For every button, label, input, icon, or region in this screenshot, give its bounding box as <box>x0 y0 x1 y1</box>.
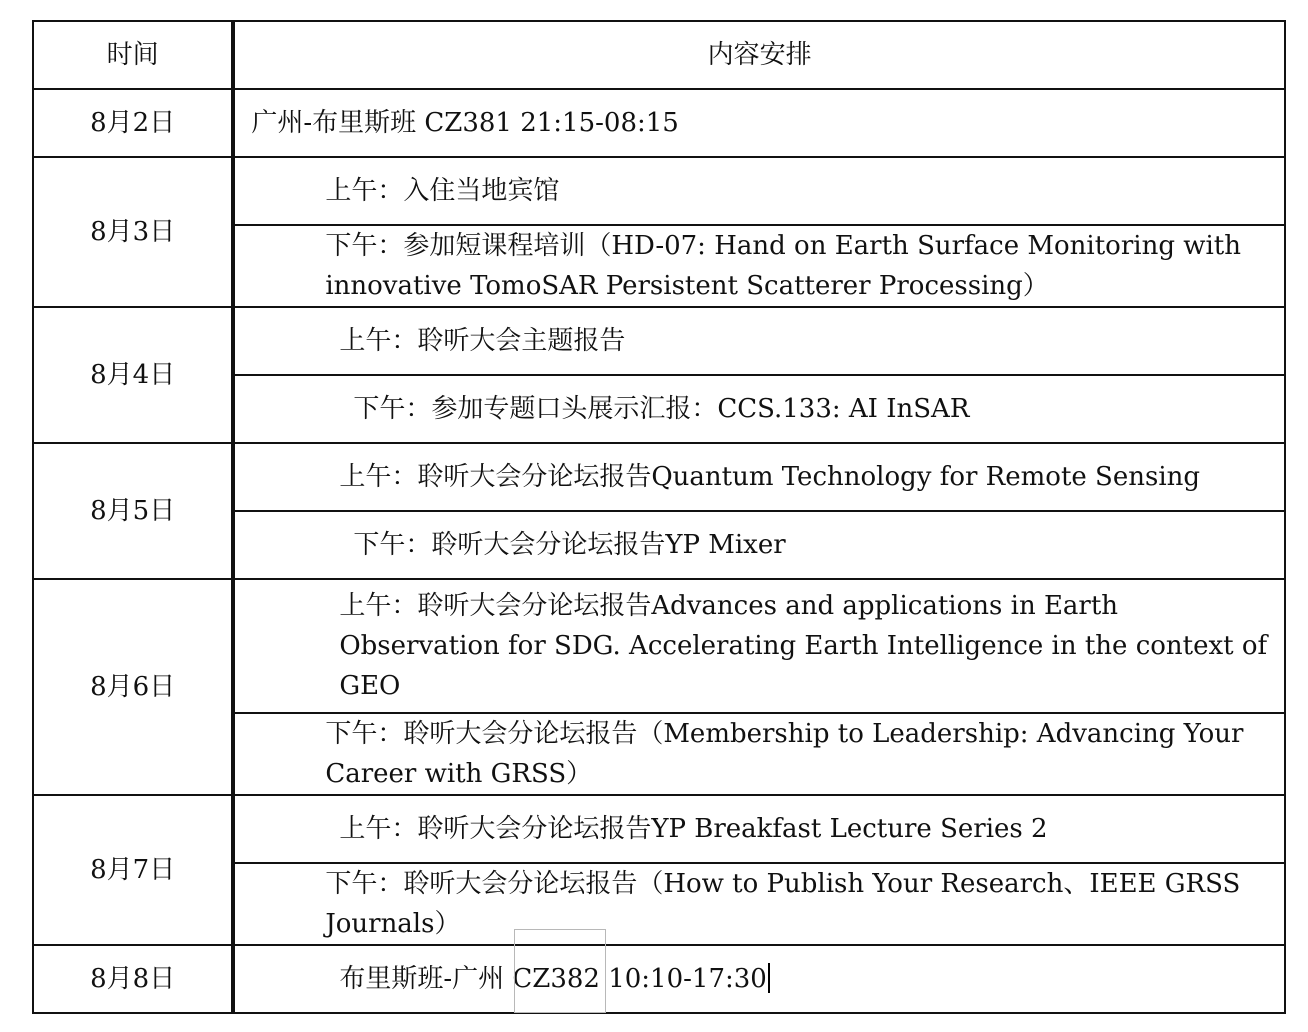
table-row <box>33 579 1285 713</box>
content-cell[interactable]: 广州-布里斯班 CZ381 21:15-08:15 <box>233 89 1285 157</box>
content-cell[interactable]: 上午：聆听大会分论坛报告YP Breakfast Lecture Series 2 <box>233 795 1285 863</box>
content-cell[interactable]: 下午：聆听大会分论坛报告YP Mixer <box>233 511 1285 579</box>
content-cell[interactable]: 上午：聆听大会分论坛报告Advances and applications in Earth Observation for SDG. Accelerating Earth Intelligence in the context of GEO <box>233 579 1285 713</box>
header-row <box>33 21 1285 89</box>
header-time: 时间 <box>33 21 233 89</box>
header-content: 内容安排 <box>233 21 1285 89</box>
table-row <box>33 795 1285 863</box>
date-cell: 8月8日 <box>33 945 233 1013</box>
content-cell[interactable]: 下午：参加专题口头展示汇报：CCS.133: AI InSAR <box>233 375 1285 443</box>
date-cell: 8月2日 <box>33 89 233 157</box>
table-row <box>33 307 1285 375</box>
content-cell-editing[interactable] <box>233 945 1285 1013</box>
content-cell[interactable]: 下午：聆听大会分论坛报告（How to Publish Your Research、IEEE GRSS Journals） <box>233 863 1285 945</box>
table-row <box>33 443 1285 511</box>
content-cell[interactable]: 上午：聆听大会分论坛报告Quantum Technology for Remote Sensing <box>233 443 1285 511</box>
content-cell[interactable]: 上午：聆听大会主题报告 <box>233 307 1285 375</box>
text-cursor <box>768 963 770 993</box>
date-cell: 8月7日 <box>33 795 233 945</box>
table-row <box>33 89 1285 157</box>
date-cell: 8月6日 <box>33 579 233 795</box>
editable-text[interactable]: 布里斯班-广州 CZ382 10:10-17:30 <box>339 964 767 994</box>
content-cell[interactable]: 下午：参加短课程培训（HD-07: Hand on Earth Surface Monitoring with innovative TomoSAR Persistent Scatterer Processing） <box>233 225 1285 307</box>
table-row <box>33 157 1285 225</box>
date-cell: 8月3日 <box>33 157 233 307</box>
date-cell: 8月5日 <box>33 443 233 579</box>
content-cell[interactable]: 下午：聆听大会分论坛报告（Membership to Leadership: Advancing Your Career with GRSS） <box>233 713 1285 795</box>
date-cell: 8月4日 <box>33 307 233 443</box>
content-cell[interactable]: 上午：入住当地宾馆 <box>233 157 1285 225</box>
schedule-table <box>32 20 1286 1014</box>
table-row <box>33 945 1285 1013</box>
